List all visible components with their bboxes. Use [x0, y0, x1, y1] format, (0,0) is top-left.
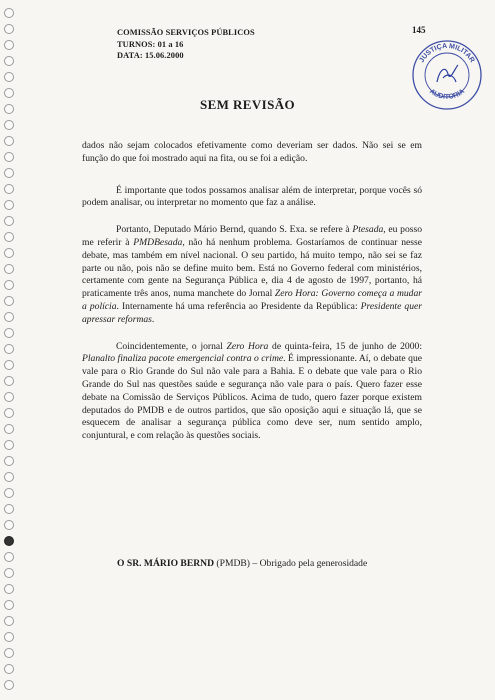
paragraph-3: [82, 224, 422, 326]
binder-hole: [4, 664, 14, 674]
binder-hole: [4, 520, 14, 530]
binder-hole: [4, 456, 14, 466]
binder-hole: [4, 136, 14, 146]
binder-hole: [4, 472, 14, 482]
signature-mark: [437, 65, 458, 82]
header-shifts: TURNOS: 01 a 16: [117, 39, 184, 49]
speaker-party: (PMDB): [214, 558, 250, 569]
speaker-text: – Obrigado pela generosidade: [250, 558, 368, 569]
p3-text-c: , eu posso me referir à: [82, 224, 423, 248]
binder-hole: [4, 440, 14, 450]
binder-hole: [4, 680, 14, 690]
binder-hole: [4, 184, 14, 194]
binder-hole: [4, 56, 14, 66]
binder-hole: [4, 616, 14, 626]
binder-hole: [4, 504, 14, 514]
binder-hole: [4, 344, 14, 354]
binder-hole: [4, 152, 14, 162]
page-number: 145: [412, 25, 426, 35]
binder-hole: [4, 632, 14, 642]
binder-hole: [4, 536, 14, 546]
binder-hole: [4, 24, 14, 34]
p4-italic-headline: Planalto finaliza pacote emergencial contra o crime: [82, 353, 284, 365]
binder-hole: [4, 328, 14, 338]
binder-hole: [4, 408, 14, 418]
binder-hole: [4, 40, 14, 50]
paragraph-4: [82, 341, 422, 443]
binder-hole: [4, 552, 14, 562]
p3-text-a: Portanto, Deputado Mário Bernd, quando S. Exa. se refere à: [116, 224, 353, 236]
binder-hole: [4, 232, 14, 242]
stamp-text-top: JUSTIÇA MILITAR: [418, 42, 476, 64]
speaker-line: [117, 558, 367, 569]
binder-hole: [4, 280, 14, 290]
binder-hole: [4, 120, 14, 130]
header-commission: COMISSÃO SERVIÇOS PÚBLICOS: [117, 28, 255, 37]
transcript-body: [82, 140, 422, 457]
binder-hole: [4, 584, 14, 594]
p3-italic-pmdbesada: PMDBesada: [133, 236, 183, 248]
binder-hole: [4, 264, 14, 274]
stamp-text-bottom: AUDITORIA: [427, 88, 467, 101]
p4-italic-zero-hora: Zero Hora: [226, 340, 269, 352]
binder-hole: [4, 568, 14, 578]
binder-hole: [4, 424, 14, 434]
p4-text-c: de quinta-feira, 15 de junho de 2000:: [268, 340, 422, 352]
paragraph-2: É importante que todos possamos analisar além de interpretar, porque vocês só podem analisar, ou interpretar no momento que faz a análise.: [82, 184, 422, 209]
header-date: DATA: 15.06.2000: [117, 51, 184, 60]
binder-hole: [4, 168, 14, 178]
p3-italic-reformas: Presidente quer apressar reformas: [82, 300, 422, 325]
paragraph-1: dados não sejam colocados efetivamente como deveriam ser dados. Não sei se em função do que foi mostrado aqui na fita, ou se foi a edição.: [82, 140, 422, 164]
p3-text-i: .: [151, 313, 155, 325]
binder-hole: [4, 600, 14, 610]
binder-hole: [4, 648, 14, 658]
binder-hole: [4, 488, 14, 498]
binder-hole: [4, 72, 14, 82]
binder-hole: [4, 360, 14, 370]
p3-italic-headline: Zero Hora: Governo começa a mudar a polícia: [82, 288, 422, 312]
binder-hole: [4, 312, 14, 322]
document-header: [117, 27, 255, 62]
binder-hole: [4, 200, 14, 210]
p4-text-a: Coincidentemente, o jornal: [116, 340, 227, 352]
page-title: SEM REVISÃO: [199, 97, 296, 112]
binder-hole: [4, 296, 14, 306]
p3-italic-ptesada: Ptesada: [352, 224, 384, 236]
binder-hole: [4, 248, 14, 258]
p3-text-e: , não há nenhum problema. Gostaríamos de continuar nesse debate, mas também em nível nacional. O seu partido, há muito tempo, não sei se faz parte ou não, pois não se define muito bem. Está no Governo federal com ministérios, certamente com gente na Segurança Pública e, dia 4 de agosto de 1997, portanto, há praticamente três anos, numa manchete do Jornal: [82, 236, 422, 300]
binder-hole: [4, 8, 14, 18]
speaker-name: O SR. MÁRIO BERND: [117, 558, 215, 569]
binder-hole: [4, 376, 14, 386]
binder-hole: [4, 392, 14, 402]
p4-text-e: . É impressionante. Aí, o debate que vale para o Rio Grande do Sul não vale para a Bahia. E o debate que vale para o Rio Grande do Sul nas questões saúde e segurança não vale para o país. Quero fazer esse debate na Comissão de Serviços Públicos. Acima de tudo, quero fazer porque existem deputados do PMDB e de outros partidos, que são oposição aqui e situação lá, que se esquecem de analisar a segurança pública como deve ser, num sentido amplo, conjuntural, e com relação às questões sociais.: [82, 353, 423, 442]
binder-hole: [4, 216, 14, 226]
p3-text-g: . Internamente há uma referência ao Presidente da República:: [116, 300, 361, 312]
